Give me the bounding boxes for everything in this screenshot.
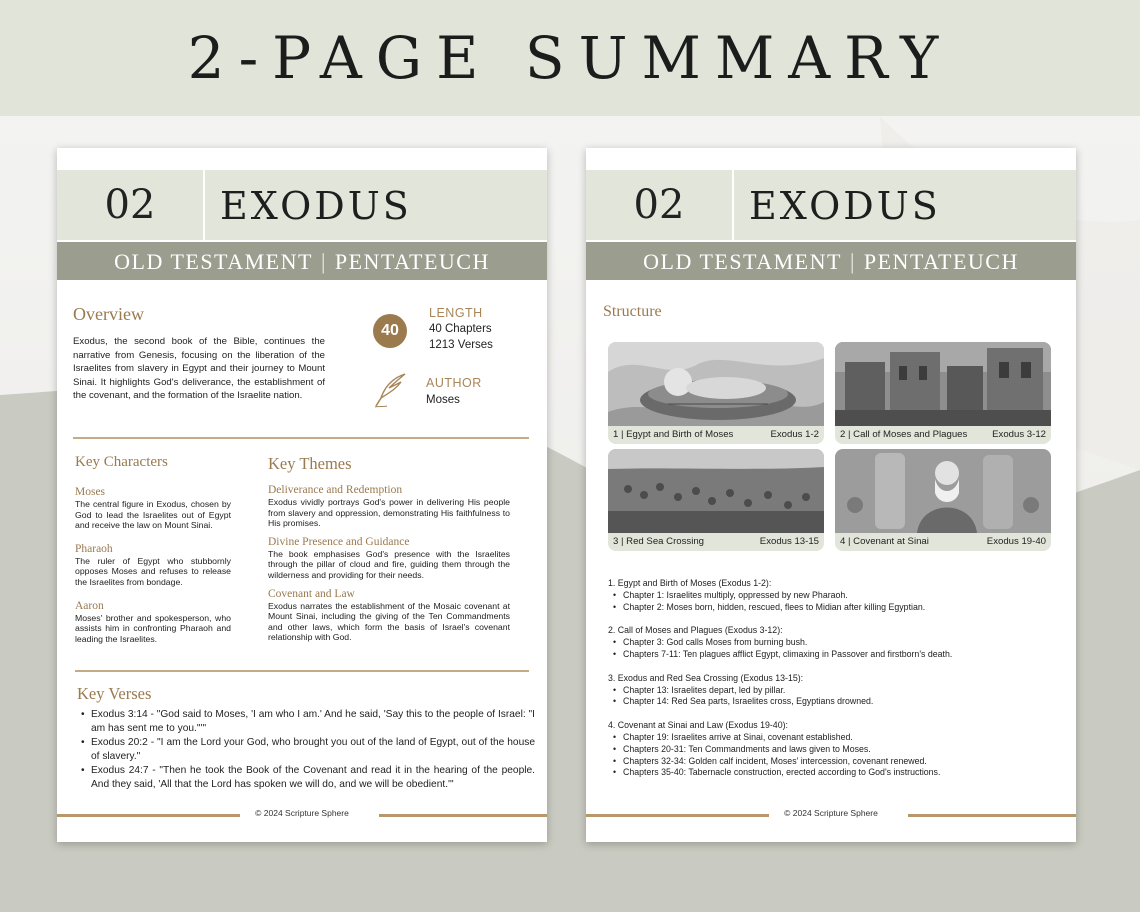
testament-band xyxy=(586,242,1076,280)
structure-tile xyxy=(835,342,1051,444)
theme-entry xyxy=(268,484,510,529)
outline-heading: 4. Covenant at Sinai and Law (Exodus 19-40): xyxy=(608,720,788,731)
verse-item: • Exodus 3:14 - "God said to Moses, 'I am who I am.' And he said, 'Say this to the people of Israel: "I am has sent me to you."'" xyxy=(79,708,535,735)
outline-chapter: • Chapters 35-40: Tabernacle construction, erected according to God's instructions. xyxy=(608,767,1068,779)
covenant-at-sinai-illustration xyxy=(835,449,1051,533)
plagues-city-illustration xyxy=(835,342,1051,426)
book-title: EXODUS xyxy=(749,184,941,228)
chapter-count: 40 Chapters xyxy=(429,323,492,335)
theme-desc: Exodus vividly portrays God's power in delivering His people from slavery and oppression, demonstrating His faithfulness to His promises. xyxy=(268,497,510,529)
theme-entry xyxy=(268,588,510,643)
character-name: Aaron xyxy=(75,599,104,612)
key-verses-title: Key Verses xyxy=(77,684,152,703)
outline-chapter: • Chapter 13: Israelites depart, led by pillar. xyxy=(608,685,1068,697)
summary-page-1 xyxy=(57,148,547,842)
character-entry xyxy=(75,600,231,645)
verse-item: • Exodus 20:2 - "I am the Lord your God, who brought you out of the land of Egypt, out of the house of slavery." xyxy=(79,736,535,763)
overview-title: Overview xyxy=(73,304,144,324)
footer-copyright: © 2024 Scripture Sphere xyxy=(255,808,349,818)
character-entry xyxy=(75,486,231,531)
tile-reference: Exodus 19-40 xyxy=(986,536,1046,547)
tile-reference: Exodus 1-2 xyxy=(770,429,819,440)
theme-desc: The book emphasises God's presence with the Israelites through the pillar of cloud and fire, guiding them through the wilderness and providing for their needs. xyxy=(268,548,510,580)
header-divider xyxy=(732,170,734,240)
testament-band xyxy=(57,242,547,280)
author-label: AUTHOR xyxy=(426,376,482,390)
outline-chapter: • Chapters 20-31: Ten Commandments and laws given to Moses. xyxy=(608,744,1068,756)
tile-caption xyxy=(608,426,824,444)
header-divider xyxy=(203,170,205,240)
outline-chapter: • Chapter 2: Moses born, hidden, rescued, flees to Midian after killing Egyptian. xyxy=(608,602,1068,614)
character-desc: The central figure in Exodus, chosen by God to lead the Israelites out of Egypt and receive the law on Mount Sinai. xyxy=(75,499,231,531)
theme-name: Covenant and Law xyxy=(268,587,355,600)
verse-count: 1213 Verses xyxy=(429,339,493,351)
key-themes-title: Key Themes xyxy=(268,454,352,473)
tile-reference: Exodus 3-12 xyxy=(992,429,1046,440)
theme-desc: Exodus narrates the establishment of the Mosaic covenant at Mount Sinai, including the giving of the Ten Commandments and other laws, which form the basis of Israel's covenant relationship with God. xyxy=(268,600,510,643)
tile-caption xyxy=(608,533,824,551)
character-name: Moses xyxy=(75,486,106,498)
structure-title: Structure xyxy=(603,303,662,320)
band-divider: | xyxy=(849,249,856,274)
band-divider: | xyxy=(320,249,327,274)
character-desc: Moses' brother and spokesperson, who assists him in confronting Pharaoh and leading the Israelites. xyxy=(75,612,231,644)
key-characters-title: Key Characters xyxy=(75,454,168,470)
outline-chapter: • Chapter 3: God calls Moses from burning bush. xyxy=(608,637,1068,649)
main-title: 2-PAGE SUMMARY xyxy=(187,24,953,92)
division-label: PENTATEUCH xyxy=(863,249,1019,274)
outline-group xyxy=(608,578,1068,613)
quill-icon xyxy=(371,370,411,410)
key-verses-list xyxy=(79,708,535,792)
overview-text: Exodus, the second book of the Bible, continues the narrative from Genesis, focusing on the liberation of the Israelites from slavery in Egypt and their journey to Mount Sinai. It highlights God's deliverance, the establishment of the covenant, and the formation of the Israelite nation. xyxy=(73,336,325,402)
red-sea-crossing-illustration xyxy=(608,449,824,533)
book-number: 02 xyxy=(633,182,685,228)
theme-entry xyxy=(268,536,510,581)
structure-tile xyxy=(608,342,824,444)
tile-caption xyxy=(835,533,1051,551)
section-divider-1 xyxy=(73,437,529,439)
outline-heading: 3. Exodus and Red Sea Crossing (Exodus 13-15): xyxy=(608,672,804,683)
footer-rule-right xyxy=(908,814,1076,817)
birth-of-moses-illustration xyxy=(608,342,824,426)
footer-copyright: © 2024 Scripture Sphere xyxy=(784,808,878,818)
theme-name: Deliverance and Redemption xyxy=(268,484,403,496)
outline-group xyxy=(608,673,1068,708)
tile-label: 2 | Call of Moses and Plagues xyxy=(840,429,968,440)
division-label: PENTATEUCH xyxy=(334,249,490,274)
summary-page-2 xyxy=(586,148,1076,842)
outline-chapter: • Chapters 7-11: Ten plagues afflict Egypt, climaxing in Passover and firstborn's death. xyxy=(608,649,1068,661)
theme-name: Divine Presence and Guidance xyxy=(268,535,410,548)
outline-chapter: • Chapters 32-34: Golden calf incident, Moses' intercession, covenant renewed. xyxy=(608,756,1068,768)
tile-reference: Exodus 13-15 xyxy=(759,536,819,547)
tile-label: 3 | Red Sea Crossing xyxy=(613,536,705,547)
character-entry xyxy=(75,543,231,588)
book-title: EXODUS xyxy=(220,184,412,228)
key-characters-list xyxy=(75,486,231,653)
section-divider-2 xyxy=(75,670,529,672)
structure-outline xyxy=(608,578,1068,791)
key-themes-list xyxy=(268,484,510,652)
character-desc: The ruler of Egypt who stubbornly opposes Moses and refuses to release the Israelites from bondage. xyxy=(75,555,231,587)
footer-rule-right xyxy=(379,814,547,817)
tile-label: 1 | Egypt and Birth of Moses xyxy=(613,429,734,440)
length-badge: 40 xyxy=(373,314,407,348)
verse-item: • Exodus 24:7 - "Then he took the Book of the Covenant and read it in the hearing of the people. And they said, 'All that the Lord has spoken we will do, and we will be obedient.'" xyxy=(79,764,535,791)
outline-chapter: • Chapter 19: Israelites arrive at Sinai, covenant established. xyxy=(608,732,1068,744)
outline-group xyxy=(608,625,1068,660)
book-header xyxy=(586,170,1076,240)
structure-tile xyxy=(608,449,824,551)
tile-caption xyxy=(835,426,1051,444)
author-name: Moses xyxy=(426,394,460,406)
book-header xyxy=(57,170,547,240)
outline-chapter: • Chapter 1: Israelites multiply, oppressed by new Pharaoh. xyxy=(608,590,1068,602)
outline-heading: 2. Call of Moses and Plagues (Exodus 3-12): xyxy=(608,625,783,636)
character-name: Pharaoh xyxy=(75,542,113,555)
outline-heading: 1. Egypt and Birth of Moses (Exodus 1-2): xyxy=(608,578,772,588)
structure-tile xyxy=(835,449,1051,551)
book-number: 02 xyxy=(104,182,156,228)
tile-label: 4 | Covenant at Sinai xyxy=(840,536,929,547)
length-label: LENGTH xyxy=(429,306,483,320)
outline-group xyxy=(608,720,1068,779)
testament-label: OLD TESTAMENT xyxy=(114,249,313,274)
outline-chapter: • Chapter 14: Red Sea parts, Israelites cross, Egyptians drowned. xyxy=(608,696,1068,708)
testament-label: OLD TESTAMENT xyxy=(643,249,842,274)
